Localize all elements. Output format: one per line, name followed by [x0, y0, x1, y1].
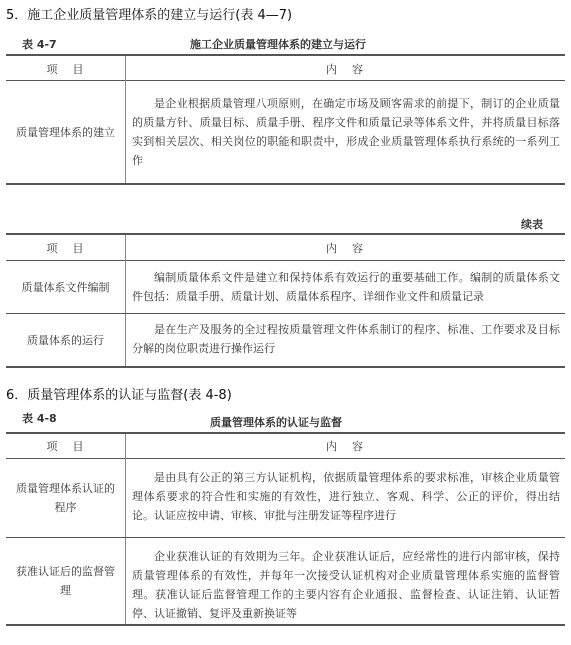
table-4-7-row-1-content: 是企业根据质量管理八项原则，在确定市场及顾客需求的前提下，制订的企业质量的质量方针、质量目标、质量手册、程序文件和质量记录等体系文件，并将质量目标落实到相关层次、相关岗位的职能和职责中，形成企业质量管理体系执行系统的一系列工作 — [132, 97, 560, 167]
table-4-7-cont-row-1-item: 质量体系文件编制 — [21, 280, 110, 294]
table-4-7-top-rule — [6, 54, 565, 56]
table-4-7-cont-header-content: 内 容 — [326, 242, 365, 255]
table-4-7-cont-column-divider — [125, 235, 126, 367]
section-6-heading: 6．质量管理体系的认证与监督(表 4-8) — [6, 388, 232, 403]
table-4-7-cont-top-rule — [6, 233, 565, 235]
continued-table-label: 续表 — [521, 218, 543, 231]
table-4-8-top-rule — [6, 432, 565, 434]
table-4-8-caption: 质量管理体系的认证与监督 — [210, 416, 342, 429]
table-4-8-row-1-item: 质量管理体系认证的程序 — [16, 482, 115, 514]
table-4-7-bottom-rule — [6, 183, 565, 185]
table-4-7-row-1-item: 质量管理体系的建立 — [16, 125, 115, 139]
table-4-7-column-divider — [125, 56, 126, 184]
table-4-8-bottom-rule — [6, 624, 565, 626]
table-4-7-cont-row-2-content: 是在生产及服务的全过程按质量管理文件体系制订的程序、标准、工作要求及目标分解的岗位职责进行操作运行 — [132, 323, 560, 355]
table-4-7-cont-bottom-rule — [6, 366, 565, 368]
table-4-8-label: 表 4-8 — [22, 412, 57, 425]
table-4-8-row-1-content: 是由具有公正的第三方认证机构，依据质量管理体系的要求标准，审核企业质量管理体系要求的符合性和实施的有效性，进行独立、客观、科学、公正的评价，得出结论。认证应按申请、审核、审批与注册发证等程序进行 — [132, 471, 560, 522]
table-4-7-cont-header-item: 项 目 — [46, 242, 86, 255]
section-5-heading: 5．施工企业质量管理体系的建立与运行(表 4—7) — [6, 8, 293, 23]
table-4-7-cont-row-2-item: 质量体系的运行 — [27, 333, 104, 347]
table-4-8-row-2-content: 企业获准认证的有效期为三年。企业获准认证后，应经常性的进行内部审核，保持质量管理体系的有效性，并每年一次接受认证机构对企业质量管理体系实施的监督管理。获准认证后监督管理工作的主要内容有企业通报、监督检查、认证注销、认证暂停、认证撤销、复评及重新换证等 — [132, 550, 560, 620]
table-4-7-header-content: 内 容 — [326, 63, 365, 76]
table-4-8-header-item: 项 目 — [46, 440, 86, 453]
table-4-7-cont-row-1-content: 编制质量体系文件是建立和保持体系有效运行的重要基础工作。编制的质量体系文件包括：质量手册、质量计划、质量体系程序、详细作业文件和质量记录 — [132, 271, 560, 303]
table-4-7-header-item: 项 目 — [46, 63, 86, 76]
table-4-7-label: 表 4-7 — [22, 38, 57, 51]
table-4-7-caption: 施工企业质量管理体系的建立与运行 — [190, 38, 366, 51]
table-4-8-row-2-item: 获准认证后的监督管理 — [16, 565, 115, 597]
table-4-8-column-divider — [125, 434, 126, 624]
table-4-8-header-content: 内 容 — [326, 440, 365, 453]
